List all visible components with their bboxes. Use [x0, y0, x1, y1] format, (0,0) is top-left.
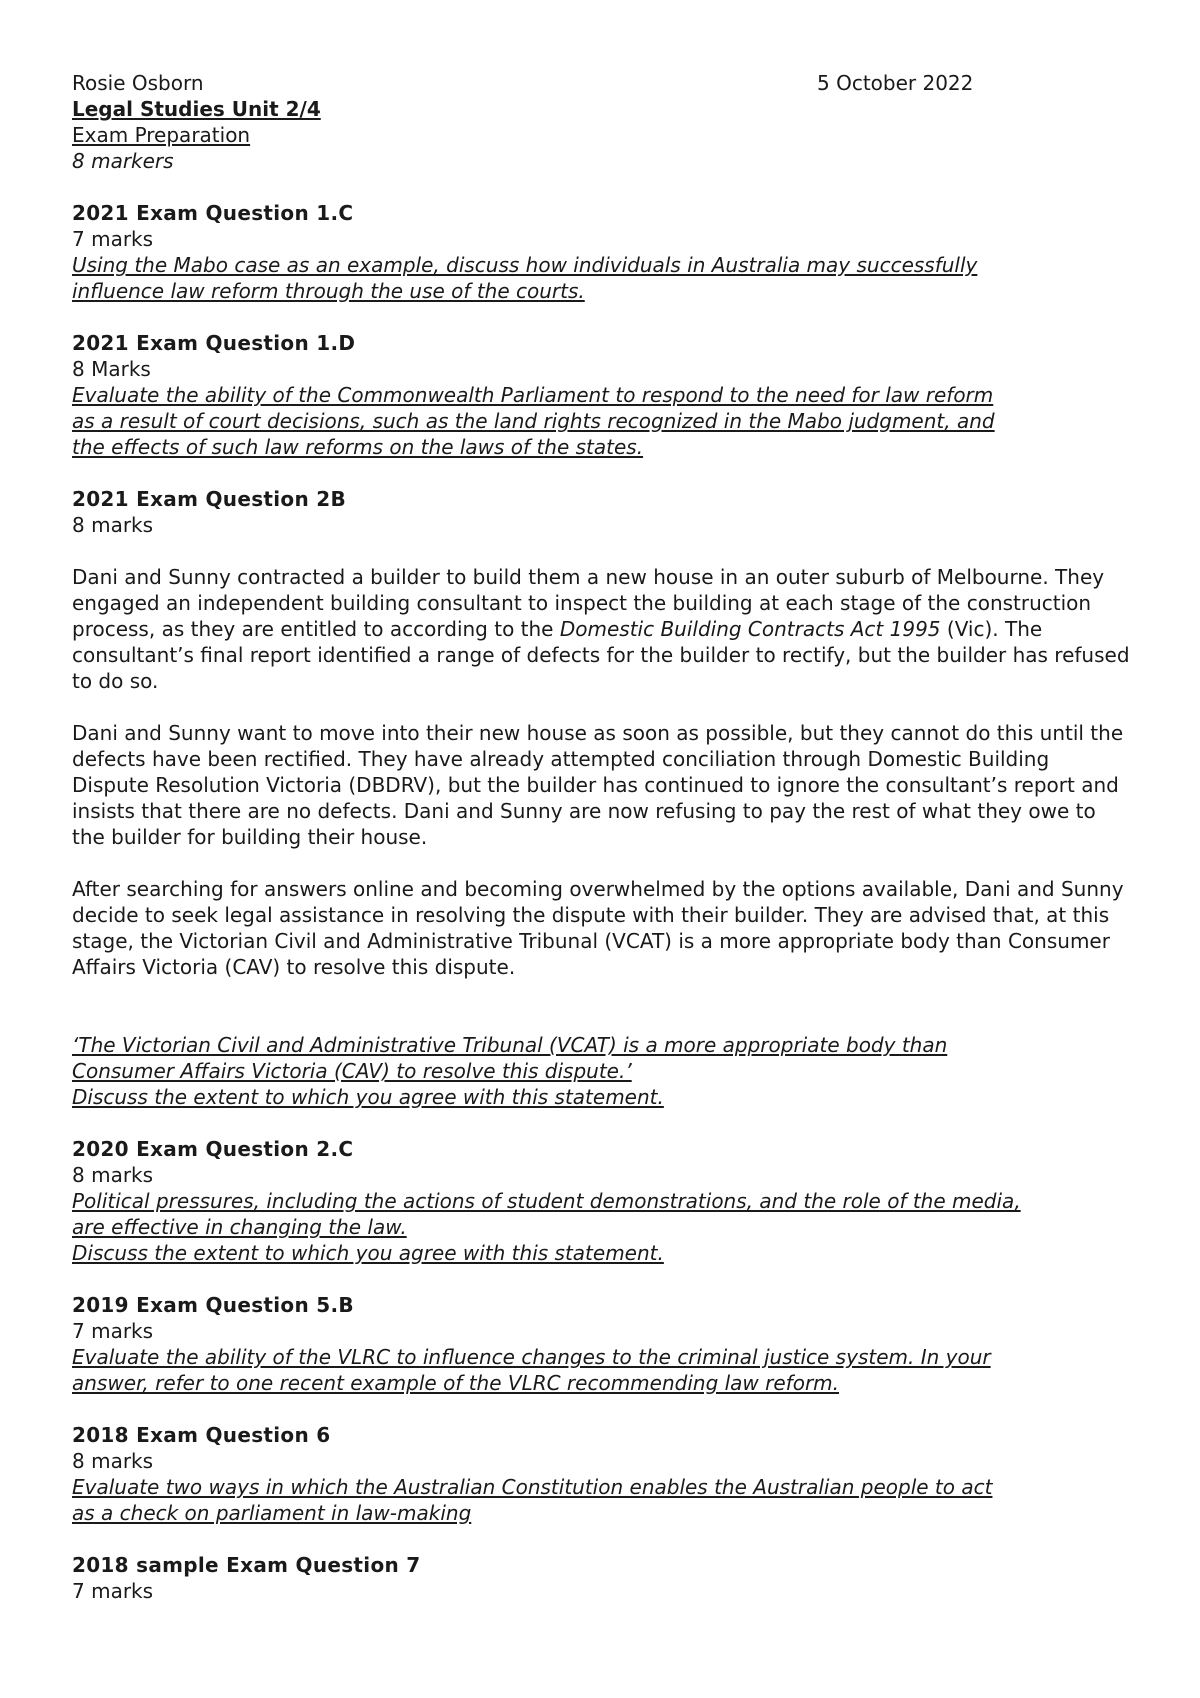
question-prompt-line: Using the Mabo case as an example, discuss how individuals in Australia may successfully	[72, 253, 978, 277]
question-title: 2018 sample Exam Question 7	[72, 1553, 421, 1577]
question-prompt-line: Evaluate two ways in which the Australian Constitution enables the Australian people to act	[72, 1475, 993, 1499]
question-prompt-line: Political pressures, including the actions of student demonstrations, and the role of the media,	[72, 1189, 1021, 1213]
question-marks: 8 marks	[72, 513, 154, 537]
act-name: Domestic Building Contracts Act 1995	[559, 617, 941, 641]
question-marks: 8 marks	[72, 1163, 154, 1187]
question-block	[72, 200, 1132, 304]
scenario-paragraph	[72, 564, 1132, 694]
question-prompt-line: the effects of such law reforms on the laws of the states.	[72, 435, 644, 459]
course-title: Legal Studies Unit 2/4	[72, 97, 321, 121]
question-prompt-line: are effective in changing the law.	[72, 1215, 407, 1239]
question-block	[72, 1552, 1132, 1604]
question-marks: 7 marks	[72, 227, 154, 251]
question-category: 8 markers	[72, 149, 174, 173]
question-block	[72, 1292, 1132, 1396]
question-title: 2021 Exam Question 1.D	[72, 331, 356, 355]
scenario-text: (Vic). The consultant’s final report identified a range of defects for the builder to rectify, but the builder has refused to do so.	[72, 617, 1130, 693]
question-title: 2021 Exam Question 2B	[72, 487, 347, 511]
scenario-paragraph: After searching for answers online and becoming overwhelmed by the options available, Dani and Sunny decide to seek legal assistance in resolving the dispute with their builder. They are advised that, at this stage, the Victorian Civil and Administrative Tribunal (VCAT) is a more appropriate body than Consumer Affairs Victoria (CAV) to resolve this dispute.	[72, 877, 1124, 979]
header-line	[72, 70, 1132, 96]
question-prompt-line: as a result of court decisions, such as the land rights recognized in the Mabo judgment, and	[72, 409, 995, 433]
document-subtitle: Exam Preparation	[72, 123, 251, 147]
question-marks: 8 marks	[72, 1449, 154, 1473]
document-date: 5 October 2022	[817, 71, 974, 95]
question-block	[72, 1422, 1132, 1526]
question-prompt-line: influence law reform through the use of the courts.	[72, 279, 585, 303]
question-block	[72, 1136, 1132, 1266]
question-title: 2019 Exam Question 5.B	[72, 1293, 354, 1317]
question-prompt-line: answer, refer to one recent example of the VLRC recommending law reform.	[72, 1371, 840, 1395]
question-prompt-line: Discuss the extent to which you agree with this statement.	[72, 1085, 664, 1109]
question-prompt-line: ‘The Victorian Civil and Administrative Tribunal (VCAT) is a more appropriate body than	[72, 1033, 948, 1057]
question-prompt-line: Consumer Affairs Victoria (CAV) to resolve this dispute.’	[72, 1059, 632, 1083]
scenario-text: Dani and Sunny contracted a builder to build them a new house in an outer suburb of Melbourne. They engaged an independent building consultant to inspect the building at each stage of the construction process, as they are entitled to according to the	[72, 565, 1105, 641]
question-title: 2018 Exam Question 6	[72, 1423, 331, 1447]
question-prompt-line: Discuss the extent to which you agree with this statement.	[72, 1241, 664, 1265]
question-title: 2020 Exam Question 2.C	[72, 1137, 354, 1161]
question-block	[72, 330, 1132, 460]
question-marks: 7 marks	[72, 1579, 154, 1603]
question-block	[72, 486, 1132, 1110]
question-marks: 7 marks	[72, 1319, 154, 1343]
question-marks: 8 Marks	[72, 357, 151, 381]
document-page	[72, 70, 1132, 1604]
scenario-paragraph: Dani and Sunny want to move into their new house as soon as possible, but they cannot do this until the defects have been rectified. They have already attempted conciliation through Domestic Building Dispute Resolution Victoria (DBDRV), but the builder has continued to ignore the consultant’s report and insists that there are no defects. Dani and Sunny are now refusing to pay the rest of what they owe to the builder for building their house.	[72, 721, 1124, 849]
question-prompt-line: as a check on parliament in law-making	[72, 1501, 472, 1525]
question-prompt-line: Evaluate the ability of the VLRC to influence changes to the criminal justice system. In your	[72, 1345, 991, 1369]
question-prompt-line: Evaluate the ability of the Commonwealth Parliament to respond to the need for law reform	[72, 383, 994, 407]
question-title: 2021 Exam Question 1.C	[72, 201, 354, 225]
author-name: Rosie Osborn	[72, 71, 204, 95]
